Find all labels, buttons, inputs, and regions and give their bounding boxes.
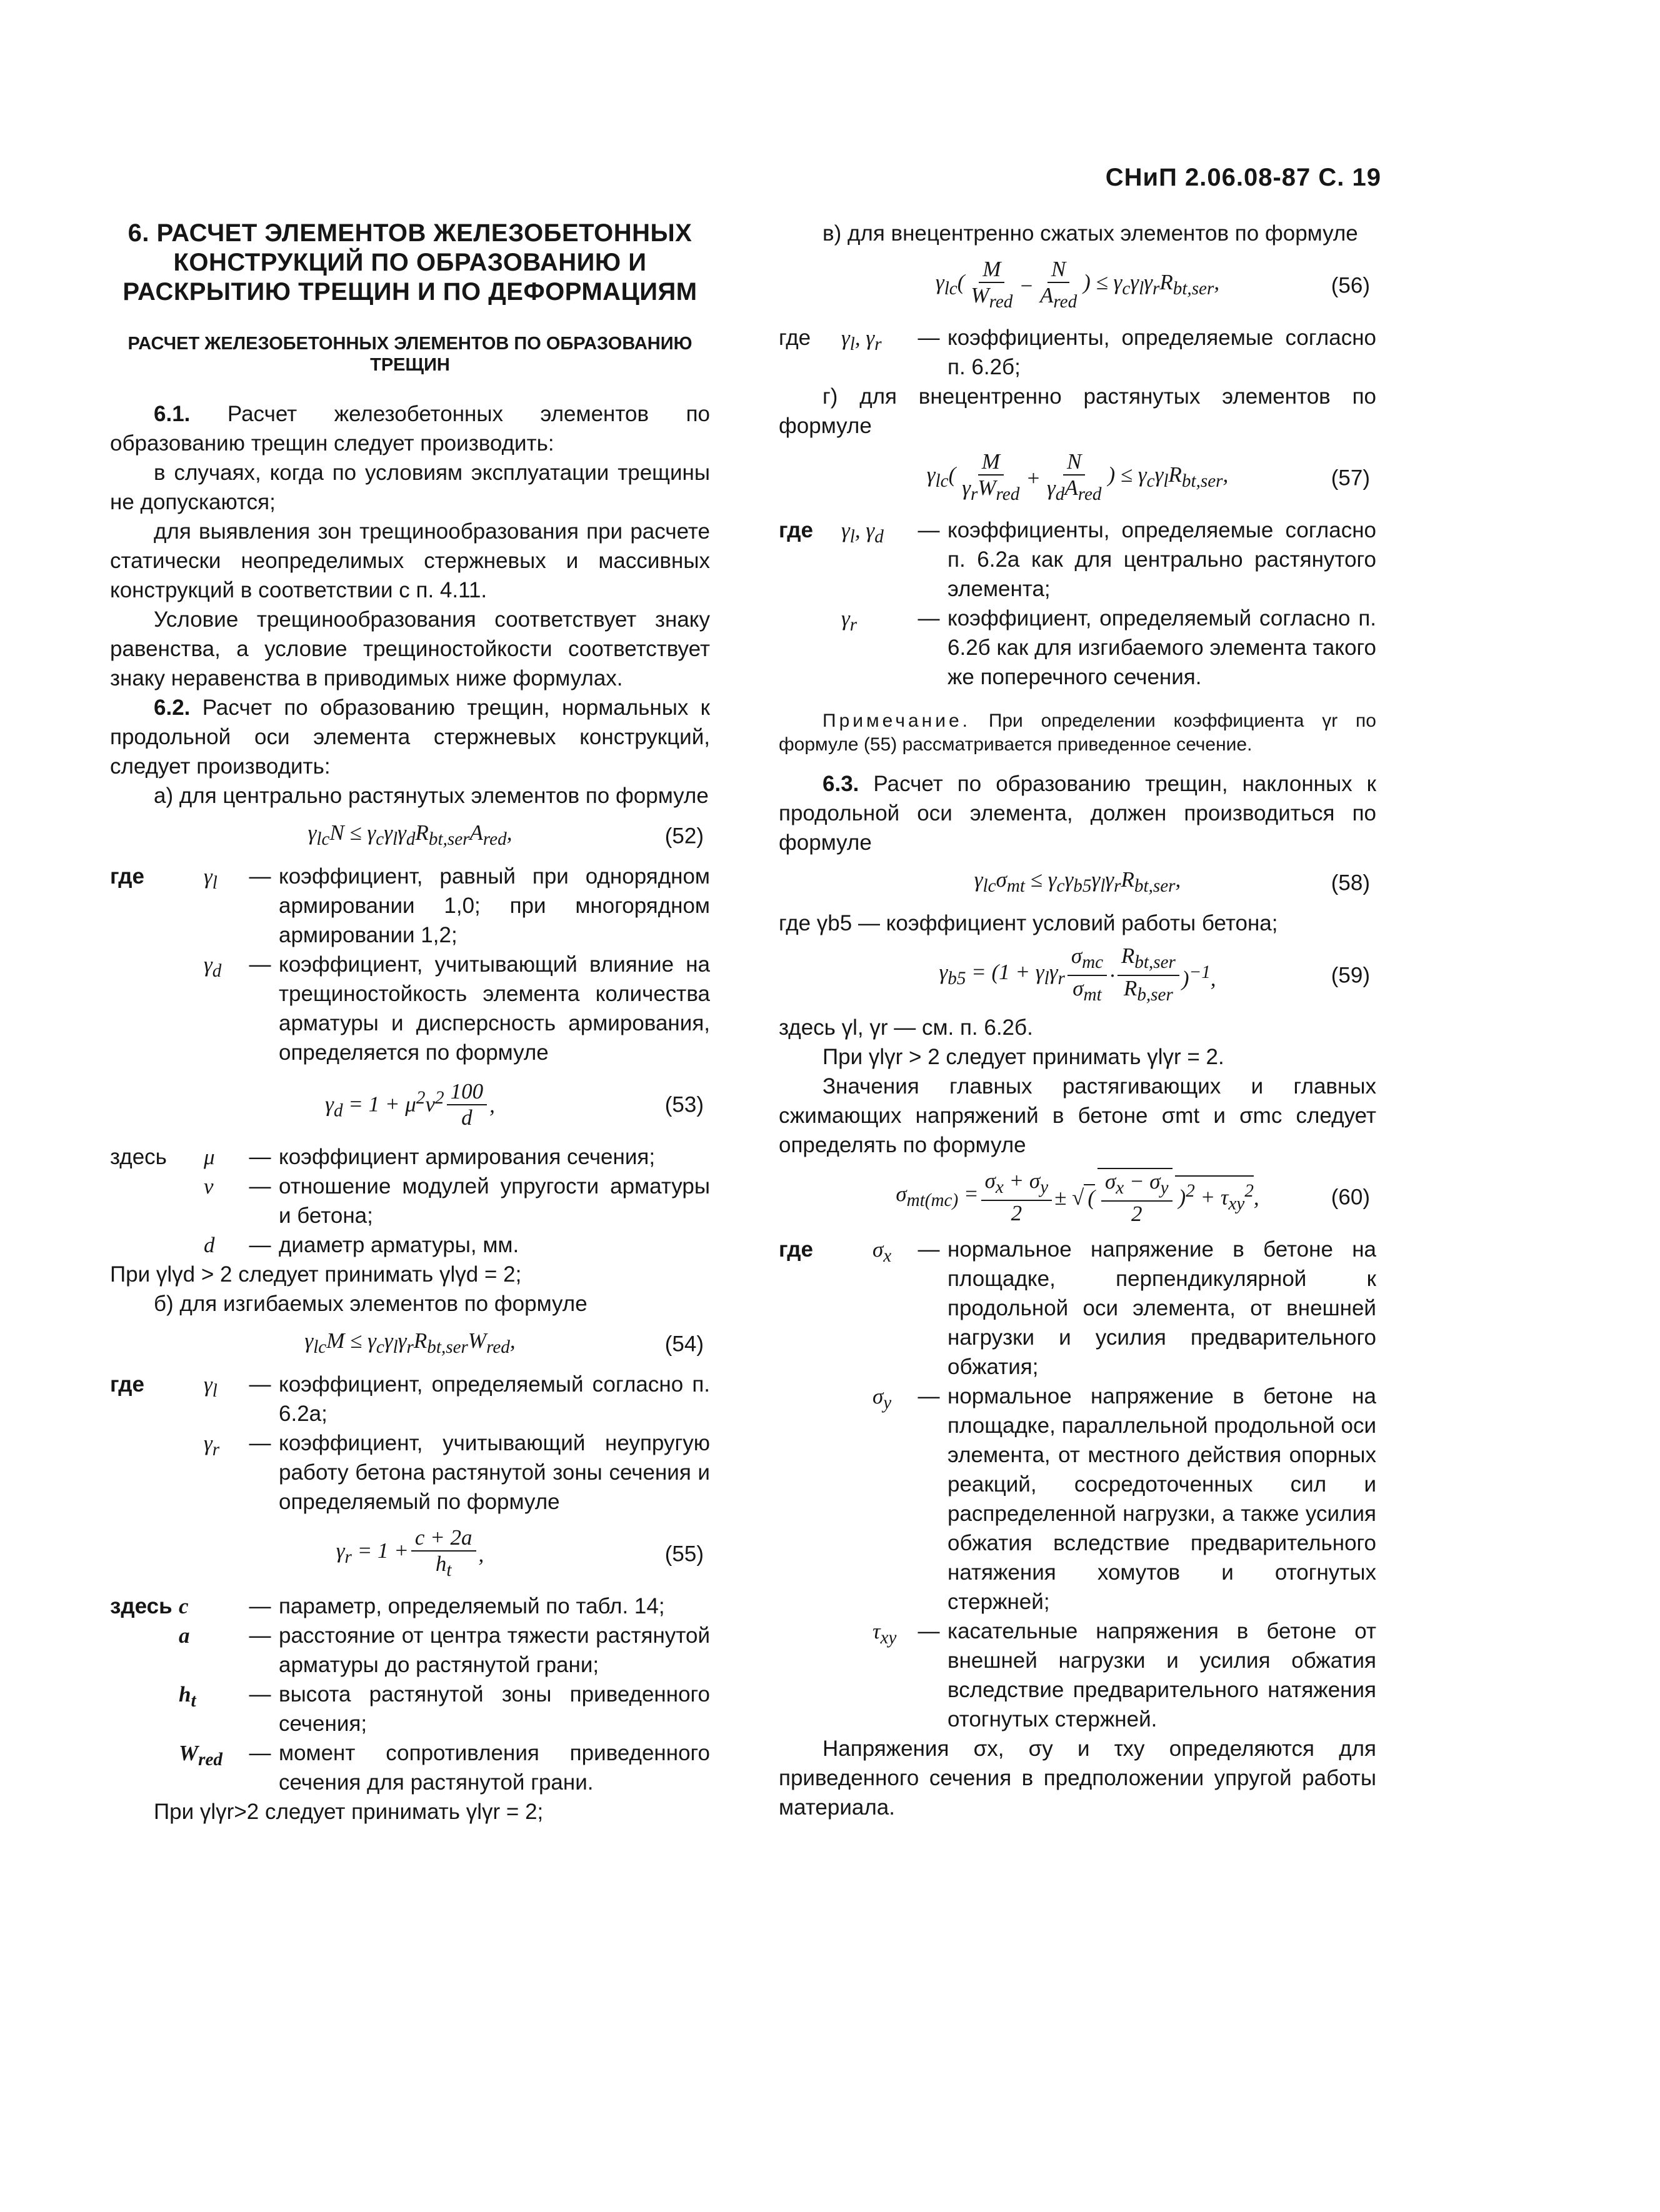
- clause-6-2-a: а) для центрально растянутых элементов по формуле: [154, 784, 709, 808]
- symbol: $\gamma_l$: [204, 864, 218, 893]
- rule-gamma-lr-2: При γlγr > 2 следует принимать γlγr = 2.: [822, 1045, 1224, 1069]
- clause-number: 6.2.: [154, 695, 191, 720]
- dash: —: [249, 1145, 271, 1169]
- note-text: При определении коэффициента γr по формуле (55) рассматривается приведенное сечение.: [779, 710, 1376, 755]
- definition-gamma-b5: где γb5 — коэффициент условий работы бетона;: [779, 911, 1278, 935]
- where-label: где: [110, 1372, 144, 1397]
- definition-text: момент сопротивления приведенного сечения для растянутой грани.: [279, 1741, 710, 1795]
- clause-6-3: [779, 769, 1376, 857]
- fraction: $\frac{\sigma_{mc}}{\sigma_{mt}}$: [1068, 944, 1107, 1007]
- symbol: c: [179, 1594, 189, 1618]
- definition-ht: [110, 1680, 710, 1738]
- dash: —: [249, 1174, 271, 1198]
- definition-text: касательные напряжения в бетоне от внешней нагрузки и усилия обжатия вследствие предварительного натяжения отогнутых стержней.: [948, 1619, 1376, 1731]
- principal-stresses-text: Значения главных растягивающих и главных сжимающих напряжений в бетоне σmt и σmc следует определять по формуле: [779, 1074, 1376, 1157]
- symbol: $\gamma_r$: [204, 1431, 220, 1460]
- definition-c: [110, 1592, 710, 1621]
- formula-52: [110, 810, 710, 862]
- where-label: где: [779, 1237, 813, 1262]
- rule-gamma-ld: При γlγd > 2 следует принимать γlγd = 2;: [110, 1262, 522, 1287]
- symbol: d: [204, 1233, 215, 1257]
- formula-57: $\gamma_{lc}$( $\frac{M}{\gamma_rW_{red}}$ + $\frac{N}{\gamma_dA_{red}}$ ) ≤ $\gamma_c\gamma_lR_{bt,ser}$, (57): [779, 441, 1376, 516]
- dash: —: [918, 1384, 940, 1408]
- definition-gamma-l-d: [779, 516, 1376, 604]
- dash: —: [249, 1431, 271, 1455]
- clause-6-1: [110, 399, 710, 458]
- definition-text: высота растянутой зоны приведенного сечения;: [279, 1682, 710, 1736]
- clause-6-2: [110, 693, 710, 781]
- clause-6-2-c: в) для внецентренно сжатых элементов по формуле: [822, 221, 1358, 246]
- subsection-title: РАСЧЕТ ЖЕЛЕЗОБЕТОННЫХ ЭЛЕМЕНТОВ ПО ОБРАЗОВАНИЮ ТРЕЩИН: [128, 334, 692, 375]
- formula-expression: $\gamma_{b5} = (1 + \gamma_l\gamma_r$: [939, 960, 1065, 989]
- formula-54: [110, 1318, 710, 1370]
- fraction: $\frac{M}{\gamma_rW_{red}}$: [962, 449, 1020, 504]
- fraction: $\frac{N}{\gamma_dA_{red}}$: [1046, 449, 1102, 504]
- left-column: [110, 219, 710, 1826]
- fraction: $\frac{M}{W_{red}}$: [971, 257, 1013, 312]
- formula-expression: $\gamma_{lc}N \le \gamma_c\gamma_l\gamma_dR_{bt,ser}A_{red}$,: [308, 820, 512, 849]
- definition-gamma-d: [110, 950, 710, 1067]
- formula-60: $\sigma_{mt(mc)}$ = $\frac{\sigma_x + \sigma_y}{2}$ ± √ ( $\frac{\sigma_x - \sigma_y}{2}$ )$^2 + \tau_{xy}^2$ , (60): [896, 1168, 1370, 1226]
- clause-6-1-b: для выявления зон трещинообразования при расчете статически неопределимых стержневых и массивных конструкций в соответствии с п. 4.11.: [110, 519, 710, 602]
- formula-expression: $\gamma_{lc}$(: [926, 462, 956, 491]
- formula-number: (55): [664, 1542, 704, 1567]
- symbol: a: [179, 1623, 190, 1648]
- rule-gamma-lr: При γlγr>2 следует принимать γlγr = 2;: [154, 1800, 544, 1824]
- symbol: $W_{red}$: [179, 1741, 222, 1770]
- section-title: 6. РАСЧЕТ ЭЛЕМЕНТОВ ЖЕЛЕЗОБЕТОННЫХ КОНСТРУКЦИЙ ПО ОБРАЗОВАНИЮ И РАСКРЫТИЮ ТРЕЩИН И ПО ДЕФОРМАЦИЯМ: [122, 219, 698, 306]
- definition-d: [110, 1230, 710, 1260]
- formula-expression: $\gamma_r = 1$ +: [336, 1538, 409, 1567]
- dash: —: [249, 1372, 271, 1397]
- dash: —: [249, 1594, 271, 1618]
- formula-number: (58): [1331, 870, 1370, 895]
- note: [779, 709, 1376, 757]
- clause-text: Расчет по образованию трещин, наклонных к продольной оси элемента, должен производиться по формуле: [779, 772, 1376, 855]
- definition-text: диаметр арматуры, мм.: [279, 1233, 519, 1257]
- note-label: Примечание.: [822, 710, 971, 731]
- fraction: $\frac{100}{d}$: [447, 1079, 488, 1130]
- symbol: $h_t$: [179, 1682, 196, 1711]
- formula-number: (57): [1331, 466, 1370, 491]
- fraction: $\frac{c + 2a}{h_t}$: [411, 1525, 476, 1583]
- definition-sigma-x: [779, 1235, 1376, 1382]
- symbol: μ: [204, 1145, 215, 1169]
- formula-number: (52): [664, 824, 704, 849]
- definition-mu: [110, 1142, 710, 1172]
- formula-53: $\gamma_d = 1 + \mu^2\nu^2$ $\frac{100}{d}$ , (53): [325, 1079, 704, 1130]
- fraction: $\frac{\sigma_x + \sigma_y}{2}$: [981, 1168, 1052, 1226]
- definition-nu: [110, 1172, 710, 1230]
- where-label: где: [110, 864, 144, 889]
- right-column: [779, 219, 1376, 1822]
- definition-text: расстояние от центра тяжести растянутой арматуры до растянутой грани;: [279, 1623, 710, 1677]
- definition-text: коэффициент, определяемый согласно п. 6.2б как для изгибаемого элемента такого же поперечного сечения.: [948, 606, 1376, 689]
- formula-58: [779, 857, 1376, 909]
- dash: —: [918, 326, 940, 350]
- definition-text: коэффициент, учитывающий влияние на трещиностойкость элемента количества арматуры и дисперсность армирования, определяется по формуле: [279, 952, 710, 1065]
- clause-text: Расчет железобетонных элементов по образованию трещин следует производить:: [110, 402, 710, 456]
- formula-55: $\gamma_r = 1$ + $\frac{c + 2a}{h_t}$ , (55): [110, 1517, 710, 1592]
- definition-gamma-r-2: [779, 604, 1376, 692]
- formula-number: (56): [1331, 273, 1370, 298]
- clause-number: 6.1.: [154, 402, 191, 426]
- clause-6-2-d: г) для внецентренно растянутых элементов по формуле: [779, 384, 1376, 438]
- clause-6-1-c: Условие трещинообразования соответствует знаку равенства, а условие трещиностойкости соответствует знаку неравенства в приводимых ниже формулах.: [110, 607, 710, 690]
- stresses-conclusion: Напряжения σx, σy и τxy определяются для приведенного сечения в предположении упругой работы материала.: [779, 1736, 1376, 1820]
- symbol: $\gamma_r$: [841, 606, 858, 635]
- formula-56: $\gamma_{lc}$( $\frac{M}{W_{red}}$ − $\frac{N}{A_{red}}$ ) ≤ $\gamma_c\gamma_l\gamma_rR_{bt,ser}$, (56): [779, 248, 1376, 323]
- definition-text: параметр, определяемый по табл. 14;: [279, 1594, 665, 1618]
- dash: —: [249, 1233, 271, 1257]
- definition-gamma-r: [110, 1428, 710, 1517]
- formula-59: $\gamma_{b5} = (1 + \gamma_l\gamma_r$ $\frac{\sigma_{mc}}{\sigma_{mt}}$ · $\frac{R_{bt,ser}}{R_{b,ser}}$ )$^{-1}$, (59): [779, 938, 1376, 1013]
- dash: —: [918, 606, 940, 630]
- symbol: $\sigma_x$: [872, 1237, 892, 1266]
- definition-text: коэффициенты, определяемые согласно п. 6.2б;: [948, 326, 1376, 379]
- formula-number: (59): [1331, 963, 1370, 988]
- definition-text: коэффициенты, определяемые согласно п. 6.2а как для центрально растянутого элемента;: [948, 518, 1376, 601]
- formula-expression: $\gamma_{lc}$(: [935, 270, 965, 299]
- dash: —: [249, 1741, 271, 1765]
- definition-sigma-y: [779, 1382, 1376, 1617]
- symbol: $\gamma_d$: [204, 952, 222, 981]
- formula-number: (60): [1331, 1185, 1370, 1210]
- fraction: $\frac{N}{A_{red}}$: [1039, 257, 1078, 312]
- formula-number: (54): [664, 1332, 704, 1357]
- where-label: где: [779, 518, 813, 542]
- clause-text: Расчет по образованию трещин, нормальных к продольной оси элемента стержневых конструкций, следует производить:: [110, 695, 710, 779]
- page-header-code: СНиП 2.06.08-87 С. 19: [1105, 164, 1381, 191]
- definition-text: коэффициент армирования сечения;: [279, 1145, 656, 1169]
- clause-6-2-b: б) для изгибаемых элементов по формуле: [154, 1292, 588, 1316]
- dash: —: [249, 1682, 271, 1706]
- dash: —: [918, 518, 940, 542]
- definition-gamma-l-r: [779, 323, 1376, 382]
- definition-text: коэффициент, равный при однорядном армировании 1,0; при многорядном армировании 1,2;: [279, 864, 710, 947]
- here-label: здесь: [110, 1145, 167, 1169]
- formula-number: (53): [664, 1092, 704, 1117]
- symbol: ν: [204, 1174, 214, 1198]
- definition-gamma-l-2: [110, 1370, 710, 1428]
- fraction: $\frac{R_{bt,ser}}{R_{b,ser}}$: [1118, 944, 1179, 1007]
- dash: —: [249, 864, 271, 889]
- definition-tau-xy: [779, 1617, 1376, 1734]
- symbol: $\sigma_y$: [872, 1384, 892, 1413]
- definition-a: [110, 1621, 710, 1680]
- clause-number: 6.3.: [822, 772, 859, 796]
- definition-text: нормальное напряжение в бетоне на площадке, параллельной продольной оси элемента, от местного действия опорных реакций, сосредоточенных сил и распределенной нагрузки, а также усилия обжатия вследствие предварительного натяжения хомутов и отогнутых стержней;: [948, 1384, 1376, 1614]
- symbol: $\gamma_l$, $\gamma_r$: [841, 326, 882, 354]
- definition-gamma-l: [110, 862, 710, 950]
- formula-expression: $\gamma_{lc}M \le \gamma_c\gamma_l\gamma_rR_{bt,ser}W_{red}$,: [304, 1328, 516, 1357]
- definition-wred: [110, 1738, 710, 1797]
- fraction: $\frac{\sigma_x - \sigma_y}{2}$: [1098, 1168, 1172, 1227]
- symbol: $\gamma_l$, $\gamma_d$: [841, 518, 884, 547]
- symbol: $\gamma_l$: [204, 1372, 218, 1401]
- definition-text: коэффициент, определяемый согласно п. 6.2а;: [279, 1372, 710, 1426]
- definition-text: отношение модулей упругости арматуры и бетона;: [279, 1174, 710, 1228]
- formula-expression: $\sigma_{mt(mc)}$ =: [896, 1182, 979, 1210]
- symbol: $\tau_{xy}$: [872, 1619, 897, 1648]
- clause-6-1-a: в случаях, когда по условиям эксплуатации трещины не допускаются;: [110, 461, 710, 514]
- here-gamma: здесь γl, γr — см. п. 6.2б.: [779, 1015, 1033, 1040]
- dash: —: [249, 1623, 271, 1648]
- dash: —: [249, 952, 271, 977]
- dash: —: [918, 1237, 940, 1262]
- definition-text: коэффициент, учитывающий неупругую работу бетона растянутой зоны сечения и определяемый по формуле: [279, 1431, 710, 1514]
- dash: —: [918, 1619, 940, 1643]
- formula-expression: $\gamma_d = 1 + \mu^2\nu^2$: [325, 1088, 444, 1121]
- here-label: здесь: [110, 1594, 172, 1618]
- formula-expression: $\gamma_{lc}\sigma_{mt} \le \gamma_c\gamma_{b5}\gamma_l\gamma_rR_{bt,ser}$,: [974, 867, 1181, 896]
- where-label: где: [779, 326, 811, 350]
- definition-text: нормальное напряжение в бетоне на площадке, перпендикулярной к продольной оси элемента, от внешней нагрузки и усилия предварительного обжатия;: [948, 1237, 1376, 1379]
